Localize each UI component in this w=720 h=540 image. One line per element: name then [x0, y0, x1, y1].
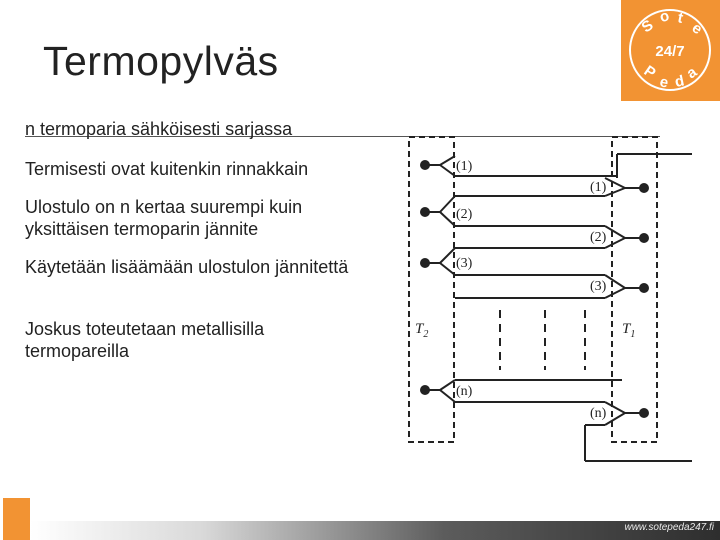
- junction-label: (n): [456, 384, 473, 399]
- slide-title: Termopylväs: [43, 38, 279, 84]
- logo-letter: a: [683, 63, 701, 83]
- footer-bar: [30, 521, 720, 540]
- bullet-item: Termisesti ovat kuitenkin rinnakkain: [25, 159, 309, 179]
- junction-label: (3): [456, 256, 473, 271]
- logo-letter: d: [673, 72, 686, 91]
- junction-label: (3): [590, 279, 607, 294]
- t2-label: $T_2$: [415, 321, 429, 340]
- bullet-item: Käytetään lisäämään ulostulon jännitettä: [25, 257, 349, 277]
- t1-label: $T_1$: [622, 321, 636, 340]
- bullet-item: Joskus toteutetaan metallisilla termopareilla: [25, 319, 265, 361]
- thermopile-diagram: [400, 130, 700, 475]
- junction-label: (n): [590, 406, 607, 421]
- footer-accent-bar: [3, 498, 30, 540]
- hot-junction-box: [612, 137, 657, 442]
- bullet-item: n termoparia sähköisesti sarjassa: [25, 119, 293, 139]
- junction-label: (2): [456, 207, 473, 222]
- junction-label: (1): [590, 180, 607, 195]
- logo-letter: o: [658, 7, 671, 26]
- logo-center-text: 24/7: [655, 43, 685, 60]
- logo-letter: e: [658, 73, 670, 92]
- bullet-item: Ulostulo on n kertaa suurempi kuin yksittäisen termoparin jännite: [25, 197, 303, 239]
- logo-letter: e: [688, 19, 706, 39]
- logo-letter: S: [638, 16, 657, 37]
- junction-label: (1): [456, 159, 473, 174]
- junction-label: (2): [590, 230, 607, 245]
- logo-letter: P: [640, 62, 659, 83]
- sotepeda-logo: [621, 0, 720, 101]
- footer-url[interactable]: www.sotepeda247.fi: [624, 522, 714, 533]
- logo-letter: t: [676, 9, 685, 27]
